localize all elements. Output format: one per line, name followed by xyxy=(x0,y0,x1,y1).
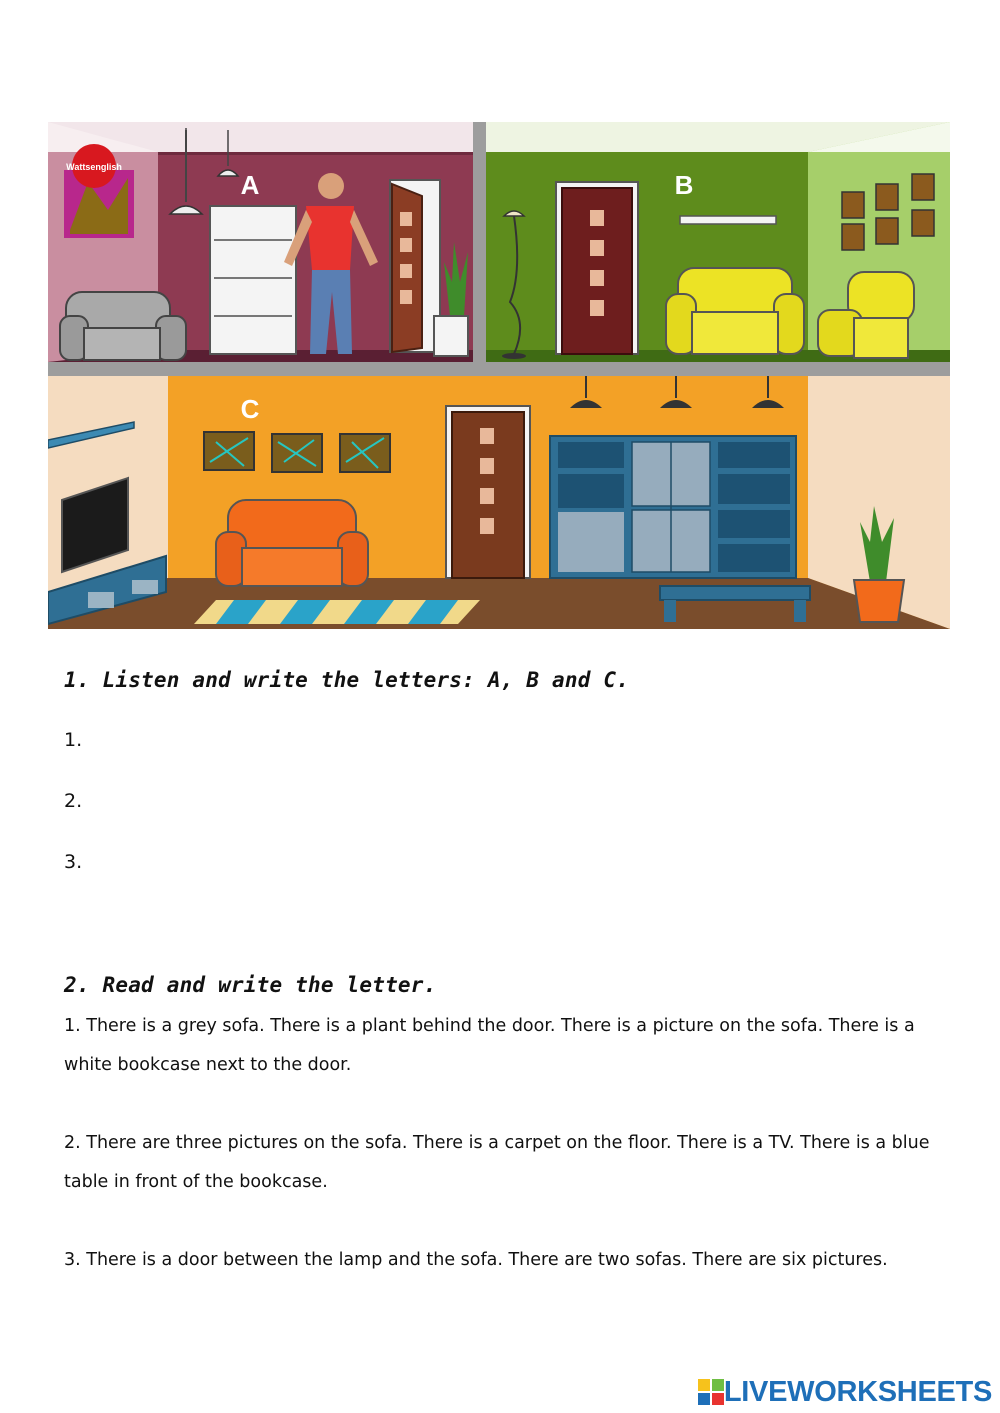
exercise-2-paragraph-1: 1. There is a grey sofa. There is a plant behind the door. There is a picture on the sofa. There is a white bookcase next to the door. xyxy=(64,1016,915,1075)
exercise-1-answer-2[interactable] xyxy=(100,789,404,817)
poster-text: Wattsenglish xyxy=(66,162,122,172)
exercise-2-title: 2. Read and write the letter. xyxy=(64,973,437,997)
exercise-1-title: 1. Listen and write the letters: A, B and C. xyxy=(64,668,630,692)
door-c xyxy=(446,406,530,578)
white-bookcase xyxy=(210,206,296,354)
room-label-a: A xyxy=(240,170,260,200)
exercise-1-answer-1[interactable] xyxy=(100,728,404,756)
ceiling-lamp-2 xyxy=(218,170,238,176)
exercise-2-paragraph-2: 2. There are three pictures on the sofa. There is a carpet on the floor. There is a TV. There is a blue table in front of the bookcase. xyxy=(64,1133,930,1192)
room-label-b: B xyxy=(674,170,694,200)
liveworksheets-logo-icon xyxy=(698,1379,724,1405)
blue-bookcase xyxy=(550,436,796,578)
house-details xyxy=(48,122,950,629)
grey-sofa xyxy=(60,292,186,360)
exercise-2-paragraph-3: 3. There is a door between the lamp and the sofa. There are two sofas. There are six pictures. xyxy=(64,1250,888,1270)
exercise-1-item-2-number: 2. xyxy=(64,790,83,812)
orange-sofa xyxy=(216,500,368,586)
wall-shelf xyxy=(680,216,776,224)
room-label-c: C xyxy=(240,394,260,424)
pictures-room-c xyxy=(204,432,390,472)
exercise-1-answer-3[interactable] xyxy=(100,850,404,878)
liveworksheets-logo xyxy=(698,1377,992,1407)
liveworksheets-brand-text: LIVEWORKSHEETS xyxy=(723,1375,992,1408)
door-b xyxy=(556,182,638,354)
door-a xyxy=(390,180,440,352)
exercise-1-item-1-number: 1. xyxy=(64,729,83,751)
man-figure xyxy=(284,173,378,354)
yellow-sofa xyxy=(666,268,804,354)
striped-carpet xyxy=(194,600,480,624)
exercise-1-item-3-number: 3. xyxy=(64,851,83,873)
